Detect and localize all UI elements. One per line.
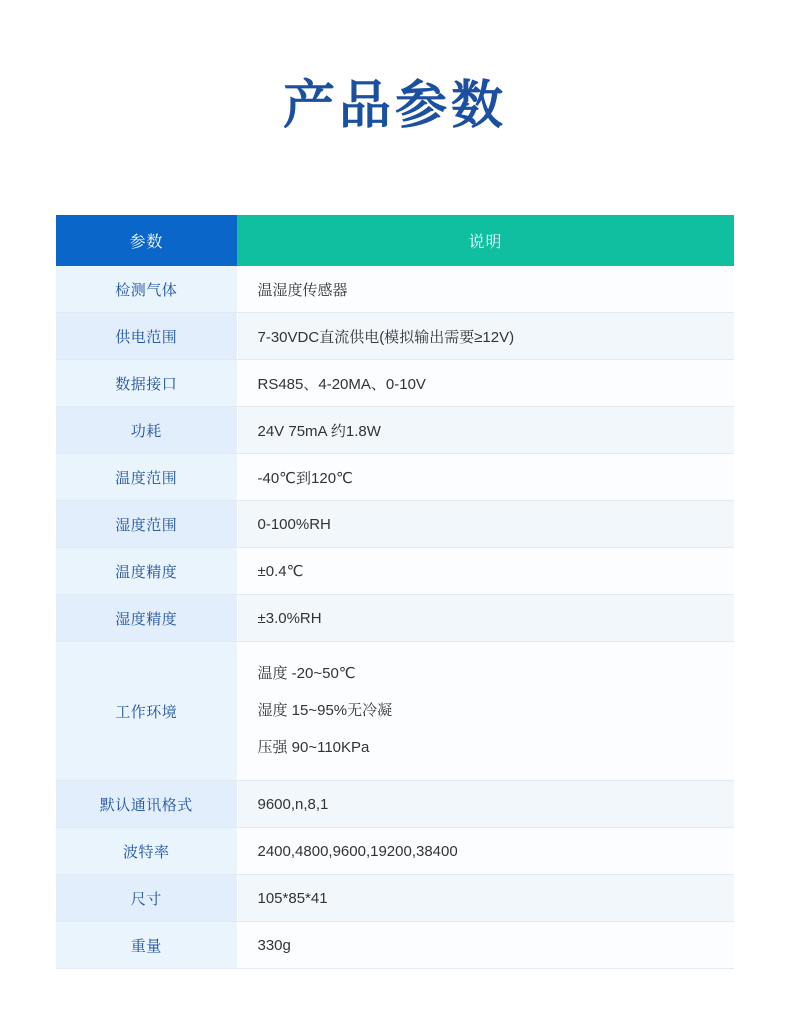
column-header-desc: 说明 <box>237 215 734 266</box>
page-title: 产品参数 <box>282 77 507 135</box>
row-param-label: 温度精度 <box>56 548 237 595</box>
row-param-label: 默认通讯格式 <box>56 781 237 828</box>
row-desc-value: 温湿度传感器 <box>237 266 734 313</box>
row-desc-value: RS485、4-20MA、0-10V <box>237 360 734 407</box>
row-desc-value: 2400,4800,9600,19200,38400 <box>237 828 734 875</box>
spec-table-body <box>56 266 734 969</box>
row-desc-value: ±0.4℃ <box>237 548 734 595</box>
table-row <box>56 501 734 548</box>
spec-table-container <box>56 215 734 969</box>
row-desc-value: 24V 75mA 约1.8W <box>237 407 734 454</box>
spec-table <box>56 215 734 969</box>
row-param-label: 湿度范围 <box>56 501 237 548</box>
table-row <box>56 595 734 642</box>
row-desc-value: 105*85*41 <box>237 875 734 922</box>
row-param-label: 检测气体 <box>56 266 237 313</box>
table-header-row <box>56 215 734 266</box>
row-param-label: 工作环境 <box>56 642 237 781</box>
table-row <box>56 454 734 501</box>
row-desc-value: ±3.0%RH <box>237 595 734 642</box>
environment-temperature: 温度 -20~50℃ <box>257 665 356 683</box>
spec-table-header <box>56 215 734 266</box>
row-param-label: 数据接口 <box>56 360 237 407</box>
environment-humidity: 湿度 15~95%无冷凝 <box>257 701 393 719</box>
table-row <box>56 781 734 828</box>
table-row <box>56 875 734 922</box>
table-row <box>56 922 734 969</box>
row-desc-value: 7-30VDC直流供电(模拟输出需要≥12V) <box>237 313 734 360</box>
column-header-param: 参数 <box>56 215 237 266</box>
row-param-label: 供电范围 <box>56 313 237 360</box>
table-row <box>56 828 734 875</box>
table-row <box>56 266 734 313</box>
table-row <box>56 548 734 595</box>
row-desc-value-multiline <box>237 642 734 781</box>
table-row <box>56 360 734 407</box>
row-desc-value: 9600,n,8,1 <box>237 781 734 828</box>
table-row <box>56 407 734 454</box>
row-param-label: 湿度精度 <box>56 595 237 642</box>
row-param-label: 重量 <box>56 922 237 969</box>
row-desc-value: -40℃到120℃ <box>237 454 734 501</box>
table-row <box>56 313 734 360</box>
row-param-label: 功耗 <box>56 407 237 454</box>
row-param-label: 尺寸 <box>56 875 237 922</box>
row-param-label: 温度范围 <box>56 454 237 501</box>
row-param-label: 波特率 <box>56 828 237 875</box>
table-row-environment <box>56 642 734 781</box>
row-desc-value: 0-100%RH <box>237 501 734 548</box>
environment-pressure: 压强 90~110KPa <box>257 738 370 756</box>
row-desc-value: 330g <box>237 922 734 969</box>
